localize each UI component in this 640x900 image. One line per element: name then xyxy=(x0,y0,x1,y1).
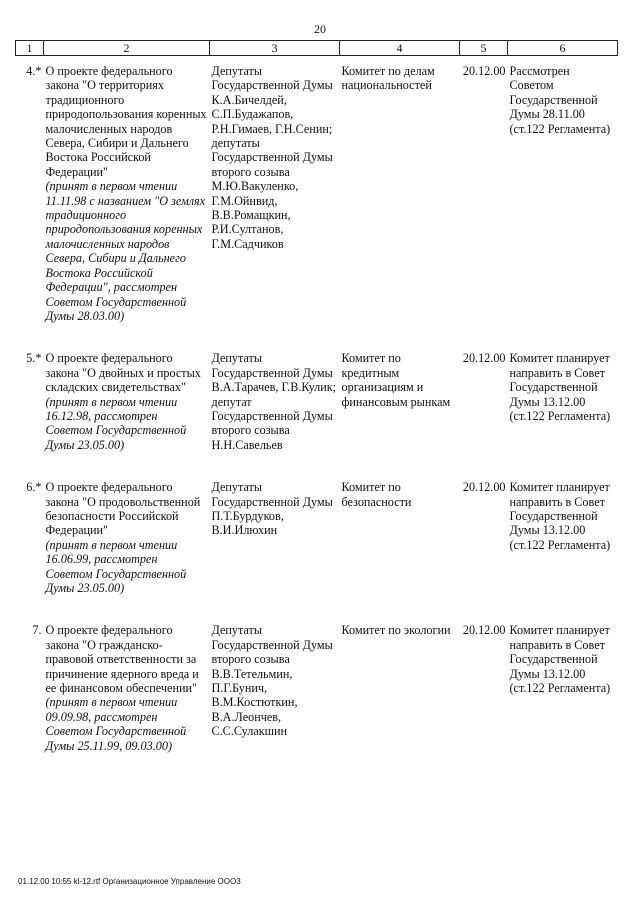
column-header-2: 2 xyxy=(44,41,210,56)
column-header-row xyxy=(16,41,618,56)
date-cell: 20.12.00 xyxy=(462,351,506,366)
committee-cell: Комитет по кредитным организациям и финансовым рынкам xyxy=(341,351,451,409)
column-header-6: 6 xyxy=(508,41,618,56)
table-row xyxy=(16,64,618,323)
bill-note: (принят в первом чтении 16.06.99, рассмотрен Советом Государственной Думы 23.05.00) xyxy=(45,537,187,595)
date-cell: 20.12.00 xyxy=(462,64,506,78)
table-row xyxy=(16,351,618,452)
authors-cell: Депутаты Государственной Думы К.А.Бичелдей, С.П.Будажапов, Р.Н.Гимаев, Г.Н.Сенин; депутаты Государственной Думы второго созыва М.Ю.Вакуленко, Г.М.Ойнвид, В.В.Ромащкин, Р.И.Султанов, Г.М.Садчиков xyxy=(211,64,333,251)
bill-cell xyxy=(44,351,210,452)
page-number: 20 xyxy=(314,22,326,36)
bill-note: (принят в первом чтении 16.12.98, рассмотрен Советом Государственной Думы 23.05.00) xyxy=(45,394,187,452)
column-header-3: 3 xyxy=(210,41,340,56)
committee-cell: Комитет по экологии xyxy=(341,623,451,638)
bill-title: О проекте федерального закона "О территориях традиционного природопользования коренных малочисленных народов Севера, Сибири и Дальнего Востока Российской Федерации" xyxy=(45,64,207,179)
column-header-4: 4 xyxy=(340,41,460,56)
bill-note: (принят в первом чтении 11.11.98 с названием "О землях традиционного природопользования коренных малочисленных народов Севера, Сибири и Дальнего Востока Российской Федерации", рассмотрен Советом Государственной Думы 28.03.00) xyxy=(45,179,206,323)
bill-cell xyxy=(44,623,210,753)
table-row xyxy=(16,623,618,753)
date-cell: 20.12.00 xyxy=(462,623,506,638)
bill-note: (принят в первом чтении 09.09.98, рассмотрен Советом Государственной Думы 25.11.99, 09.03.00) xyxy=(45,695,187,753)
authors-cell: Депутаты Государственной Думы В.А.Тарачев, Г.В.Кулик; депутат Государственной Думы второго созыва Н.Н.Савельев xyxy=(211,351,337,452)
spacer-row xyxy=(16,323,618,351)
spacer-row xyxy=(16,56,618,65)
spacer-row xyxy=(16,452,618,480)
bill-title: О проекте федерального закона "О продовольственной безопасности Российской Федерации" xyxy=(45,480,201,538)
bill-cell xyxy=(44,64,210,323)
row-number: 6.* xyxy=(26,480,42,495)
authors-cell: Депутаты Государственной Думы второго созыва В.В.Тетельмин, П.Г.Бунич, В.М.Костюткин, В.А.Леончев, С.С.Сулакшин xyxy=(211,623,333,739)
authors-cell: Депутаты Государственной Думы П.Т.Бурдуков, В.И.Илюхин xyxy=(211,480,333,538)
committee-cell: Комитет по безопасности xyxy=(341,480,412,509)
spacer-row xyxy=(16,595,618,623)
column-header-5: 5 xyxy=(460,41,508,56)
status-cell: Комитет планирует направить в Совет Государственной Думы 13.12.00 (ст.122 Регламента) xyxy=(509,351,611,423)
row-number: 5.* xyxy=(26,351,42,366)
status-cell: Комитет планирует направить в Совет Государственной Думы 13.12.00 (ст.122 Регламента) xyxy=(509,480,611,552)
table-row xyxy=(16,480,618,595)
page-footer: 01.12.00 10:55 kl-12.rtf Организационное Управление ООО3 xyxy=(18,877,241,886)
bills-table xyxy=(15,40,618,753)
bill-title: О проекте федерального закона "О двойных и простых складских свидетельствах" xyxy=(45,351,201,395)
bill-cell xyxy=(44,480,210,595)
column-header-1: 1 xyxy=(16,41,44,56)
row-number: 4.* xyxy=(26,64,42,78)
committee-cell: Комитет по делам национальностей xyxy=(341,64,435,93)
bill-title: О проекте федерального закона "О гражданско-правовой ответственности за причинение ядерного вреда и ее финансовом обеспечении" xyxy=(45,623,199,696)
date-cell: 20.12.00 xyxy=(462,480,506,495)
row-number: 7. xyxy=(32,623,42,638)
status-cell: Рассмотрен Советом Государственной Думы 28.11.00 (ст.122 Регламента) xyxy=(509,64,611,136)
status-cell: Комитет планирует направить в Совет Государственной Думы 13.12.00 (ст.122 Регламента) xyxy=(509,623,611,696)
